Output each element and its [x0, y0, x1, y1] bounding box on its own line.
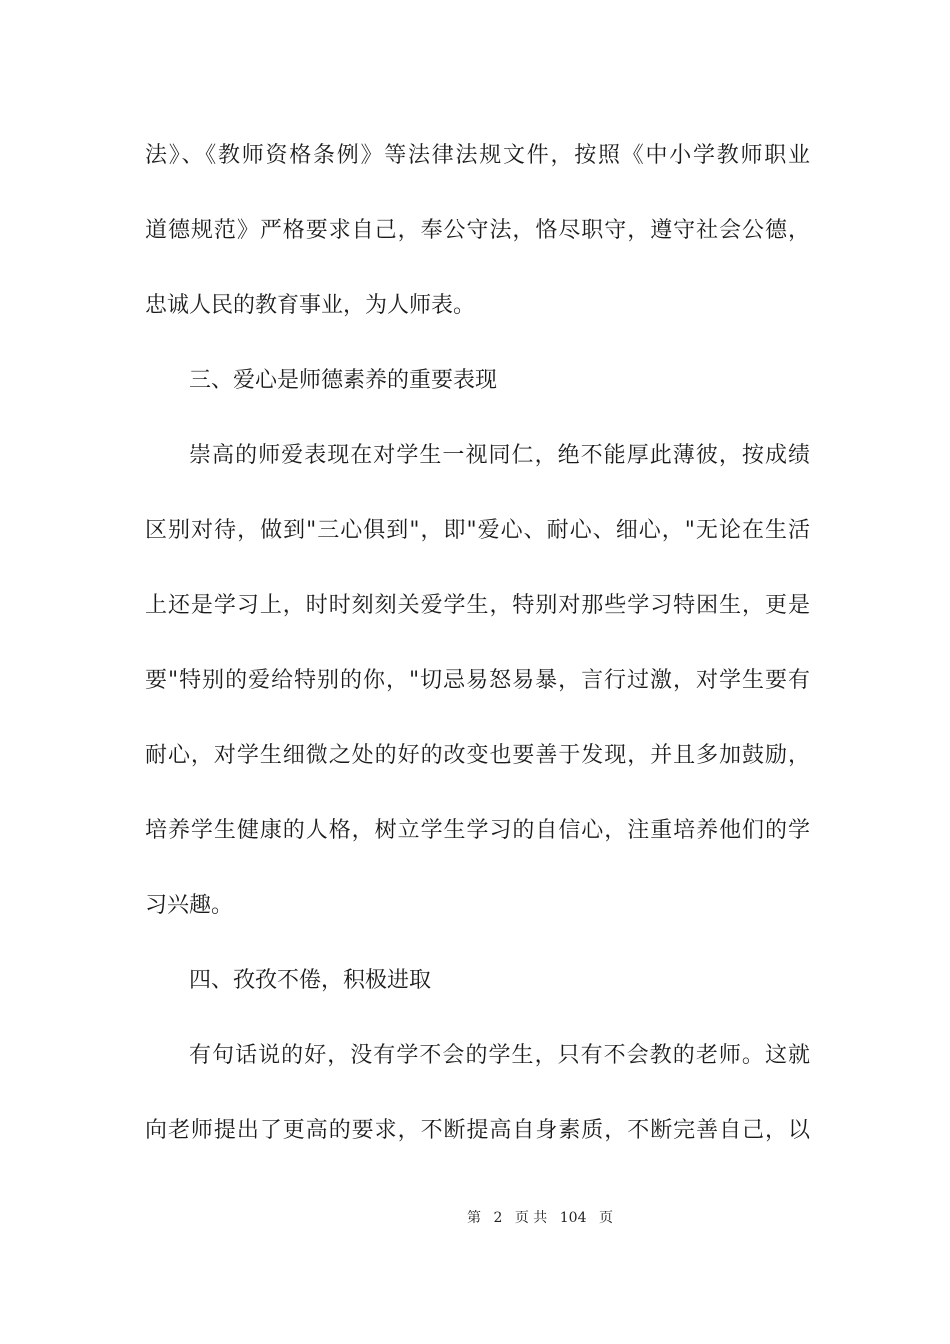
- footer-middle: 页 共: [514, 1210, 548, 1226]
- text-line: 要"特别的爱给特别的你，"切忌易怒易暴，言行过激，对学生要有: [145, 668, 810, 693]
- text-line: 有句话说的好，没有学不会的学生，只有不会教的老师。这就: [189, 1043, 810, 1068]
- page-footer: [0, 1208, 950, 1228]
- body-text: [145, 130, 810, 1180]
- text-line: 崇高的师爱表现在对学生一视同仁，绝不能厚此薄彼，按成绩: [189, 443, 810, 468]
- text-line: 耐心，对学生细微之处的好的改变也要善于发现，并且多加鼓励，: [145, 743, 810, 768]
- text-line: 区别对待，做到"三心俱到"，即"爱心、耐心、细心，"无论在生活: [145, 518, 810, 543]
- section-heading: 三、爱心是师德素养的重要表现: [189, 368, 498, 393]
- text-line: 忠诚人民的教育事业，为人师表。: [145, 293, 476, 318]
- text-line: 上还是学习上，时时刻刻关爱学生，特别对那些学习特困生，更是: [145, 593, 810, 618]
- footer-suffix: 页: [598, 1210, 613, 1226]
- text-line: 习兴趣。: [145, 893, 234, 918]
- section-heading: 四、孜孜不倦，积极进取: [189, 968, 432, 993]
- text-line: 向老师提出了更高的要求，不断提高自身素质，不断完善自己，以: [145, 1118, 810, 1143]
- text-line: 法》、《教师资格条例》等法律法规文件，按照《中小学教师职业: [145, 143, 810, 168]
- text-line: 道德规范》严格要求自己，奉公守法，恪尽职守，遵守社会公德，: [145, 218, 810, 243]
- footer-total-pages: 104: [559, 1210, 587, 1226]
- text-line: 培养学生健康的人格，树立学生学习的自信心，注重培养他们的学: [145, 818, 810, 843]
- footer-prefix: 第: [467, 1210, 482, 1226]
- footer-page-number: 2: [493, 1210, 503, 1226]
